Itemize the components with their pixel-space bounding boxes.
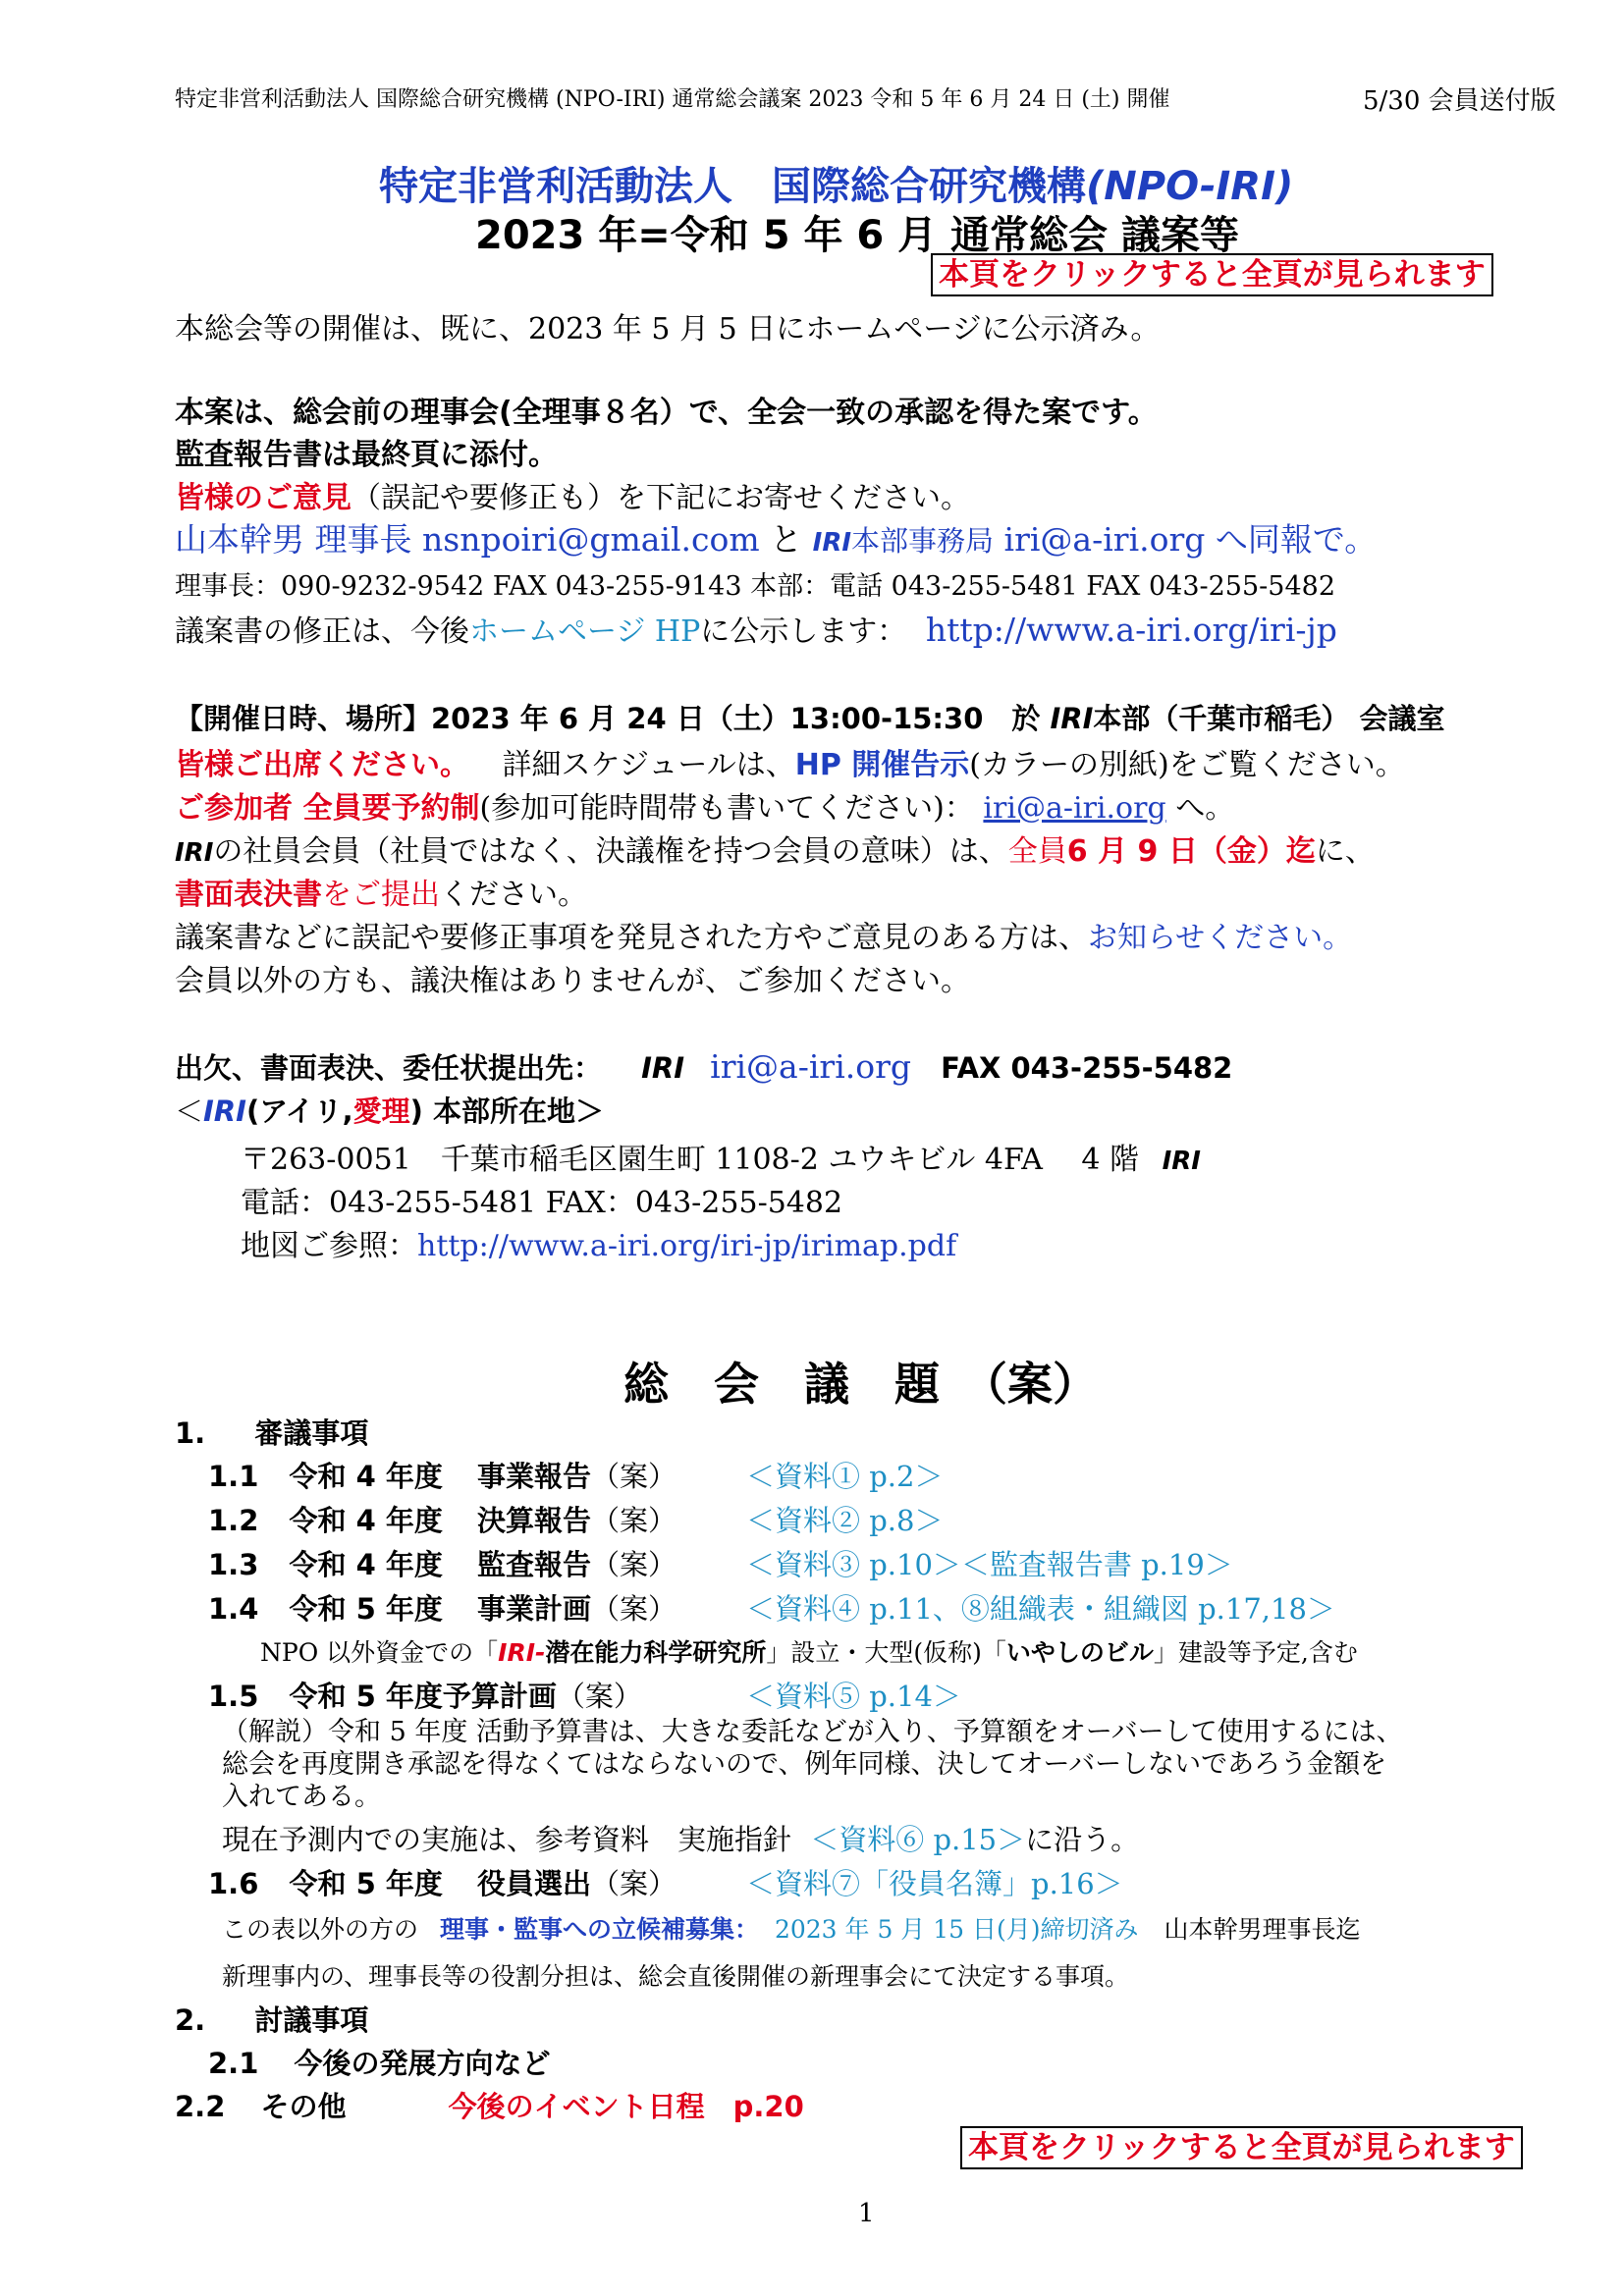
- postal-address: [241, 1135, 1201, 1178]
- agenda-item-2-2: [175, 2085, 804, 2125]
- item-number: 2.1: [208, 2047, 259, 2080]
- item-name: 事業計画: [476, 1592, 591, 1626]
- meeting-datetime: [175, 697, 1445, 737]
- published-note: 本総会等の開催は、既に、2023 年 5 月 5 日にホームページに公示済み。: [175, 312, 1161, 347]
- agenda-item-1-5: [208, 1675, 961, 1715]
- attend-request: [175, 740, 1405, 783]
- office-phone: 電話：043-255-5481 FAX：043-255-5482: [241, 1186, 843, 1220]
- address-label: ) 本部所在地＞: [409, 1095, 604, 1128]
- phone-numbers: 理事長：090-9232-9542 FAX 043-255-9143 本部：電話 043-255-5481 FAX 043-255-5482: [175, 571, 1336, 602]
- written-vote: [175, 870, 587, 913]
- attend-text2: (カラーの別紙)をご覧ください。: [969, 748, 1405, 782]
- homepage-link[interactable]: ホームページ HP: [469, 614, 701, 649]
- submission-label: 出欠、書面表決、委任状提出先：: [175, 1051, 603, 1085]
- reservation-highlight: ご参加者 全員要予約制: [175, 791, 480, 826]
- office-label: 本部事務局: [851, 524, 995, 558]
- item-name: 事業報告: [476, 1460, 591, 1493]
- written-vote-highlight: 書面表決書: [175, 878, 322, 912]
- item-number: 1.2: [208, 1504, 259, 1537]
- title-org: 特定非営利活動法人 国際総合研究機構: [379, 164, 1086, 209]
- running-header: 特定非営利活動法人 国際総合研究機構 (NPO-IRI) 通常総会議案 2023 令和 5 年 6 月 24 日 (土) 開催: [175, 87, 1170, 112]
- members-deadline-date: 6 月 9 日（金）迄: [1066, 834, 1316, 869]
- written-vote-end: ください。: [440, 878, 587, 912]
- address-love: 愛理: [352, 1095, 410, 1128]
- item-ref-link[interactable]: ＜資料⑤ p.14＞: [746, 1680, 961, 1713]
- attend-highlight: 皆様ご出席ください。: [175, 748, 469, 782]
- item-1-4-note: [260, 1633, 1358, 1669]
- section-1: [175, 1412, 368, 1452]
- agenda-item-2-1: [208, 2042, 551, 2082]
- reservation-end: へ。: [1175, 791, 1235, 826]
- event-schedule-link[interactable]: 今後のイベント日程 p.20: [448, 2090, 804, 2123]
- members-deadline: [175, 827, 1375, 870]
- item-mark: （案）: [556, 1680, 642, 1713]
- page-title: [379, 155, 1293, 211]
- reservation-text: (参加可能時間帯も書いてください)：: [479, 791, 974, 826]
- reservation-line: [175, 783, 1234, 827]
- members-iri: IRI: [175, 838, 214, 868]
- click-notice-bottom[interactable]: 本頁をクリックすると全頁が見られます: [960, 2126, 1523, 2169]
- reservation-email-link[interactable]: iri@a-iri.org: [983, 791, 1166, 826]
- office-email-link[interactable]: iri@a-iri.org: [1003, 520, 1206, 559]
- candidate-deadline: 2023 年 5 月 15 日(月)締切済み: [774, 1915, 1139, 1944]
- note-line: （解説）令和 5 年度 活動予算書は、大きな委託などが入り、予算額をオーバーして使用するには、: [222, 1717, 1403, 1747]
- item-1-6-note2: 新理事内の、理事長等の役割分担は、総会直後開催の新理事会にて決定する事項。: [222, 1962, 1130, 1991]
- note-institute: 潜在能力科学研究所: [545, 1638, 767, 1667]
- map-line: [241, 1221, 956, 1264]
- item-name: 役員選出: [476, 1867, 591, 1900]
- agenda-item-1-2: [208, 1499, 944, 1539]
- guideline-end: に沿う。: [1025, 1823, 1140, 1856]
- item-year: 令和 5 年度: [289, 1867, 443, 1900]
- item-mark: （案）: [590, 1460, 677, 1493]
- hp-notice-text2: に公示します：: [700, 614, 907, 649]
- item-mark: （案）: [590, 1548, 677, 1581]
- item-ref-link[interactable]: ＜資料② p.8＞: [746, 1504, 944, 1537]
- errata-request: [175, 913, 1352, 956]
- note-text: NPO 以外資金での「: [260, 1638, 499, 1667]
- note-building: いやしのビル: [1005, 1638, 1154, 1667]
- item-number: 1.3: [208, 1548, 259, 1581]
- item-name: 監査報告: [476, 1548, 591, 1581]
- submission-line: [175, 1046, 1232, 1087]
- agenda-item-1-4: [208, 1587, 1335, 1628]
- agenda-item-1-1: [208, 1455, 944, 1495]
- iri-label: IRI: [812, 528, 852, 558]
- section-2: [175, 1999, 368, 2039]
- agenda-heading: 総 会 議 題 （案）: [623, 1358, 1098, 1411]
- section-2-number: 2.: [175, 2003, 206, 2037]
- item-ref-link[interactable]: ＜資料④ p.11、⑧組織表・組織図 p.17,18＞: [746, 1592, 1335, 1626]
- item-mark: （案）: [590, 1592, 677, 1626]
- click-notice-top[interactable]: 本頁をクリックすると全頁が見られます: [931, 253, 1493, 296]
- chair-email-link[interactable]: nsnpoiri@gmail.com: [422, 520, 760, 559]
- item-mark: （案）: [590, 1867, 677, 1900]
- address-open: ＜: [175, 1095, 204, 1128]
- item-year: 令和 4 年度: [289, 1460, 443, 1493]
- hp-notice-text: 議案書の修正は、今後: [175, 614, 469, 649]
- written-vote-submit: をご提出: [322, 878, 440, 912]
- attend-text: 詳細スケジュールは、: [502, 748, 795, 782]
- item-number: 1.6: [208, 1867, 259, 1900]
- and-text: と: [770, 520, 803, 559]
- address-heading: [175, 1090, 604, 1130]
- map-link[interactable]: http://www.a-iri.org/iri-jp/irimap.pdf: [417, 1229, 957, 1263]
- errata-text: 議案書などに誤記や要修正事項を発見された方やご意見のある方は、: [175, 921, 1088, 955]
- item-year: 令和 4 年度: [289, 1548, 443, 1581]
- chair-name: 山本幹男 理事長: [175, 520, 412, 559]
- item-1-6-note: [222, 1910, 1361, 1946]
- postal-iri: IRI: [1162, 1147, 1201, 1176]
- item-ref-link[interactable]: ＜資料① p.2＞: [746, 1460, 944, 1493]
- audit-note: 監査報告書は最終頁に添付。: [175, 438, 558, 472]
- hp-schedule-link[interactable]: HP 開催告示: [794, 748, 970, 782]
- item-name: その他: [260, 2090, 347, 2123]
- agenda-item-1-6: [208, 1862, 1123, 1902]
- item-year: 令和 5 年度: [289, 1592, 443, 1626]
- datetime-place: 本部（千葉市稲毛） 会議室: [1093, 702, 1445, 735]
- datetime-iri: IRI: [1050, 702, 1094, 735]
- item-ref-link[interactable]: ＜資料⑦「役員名簿」p.16＞: [746, 1867, 1123, 1900]
- item-1-5-guideline: [222, 1818, 1139, 1858]
- members-all: 全員: [1007, 834, 1067, 869]
- section-1-number: 1.: [175, 1416, 206, 1450]
- address-reading: (アイリ,: [245, 1095, 353, 1128]
- postal-text: 〒263-0051 千葉市稲毛区園生町 1108-2 ユウキビル 4FA 4 階: [241, 1143, 1140, 1177]
- version-label: 5/30 会員送付版: [1363, 86, 1556, 116]
- item-name: 決算報告: [476, 1504, 591, 1537]
- candidate-call: 理事・監事への立候補募集：: [439, 1915, 759, 1944]
- note-text2: 」設立・大型(仮称)「: [766, 1638, 1006, 1667]
- note-text: この表以外の方の: [222, 1915, 419, 1944]
- page-number: 1: [858, 2199, 875, 2228]
- guideline-ref-link[interactable]: ＜資料⑥ p.15＞: [810, 1823, 1026, 1856]
- nonmember-note: 会員以外の方も、議決権はありませんが、ご参加ください。: [175, 964, 970, 998]
- section-1-title: 審議事項: [254, 1416, 369, 1450]
- map-label: 地図ご参照：: [241, 1229, 417, 1263]
- note-line: 総会を再度開き承認を得なくてはならないので、例年同様、決してオーバーしないであろう金額を: [222, 1749, 1387, 1780]
- submission-fax: FAX 043-255-5482: [941, 1051, 1233, 1085]
- approval-note: 本案は、総会前の理事会(全理事８名）で、全会一致の承認を得た案です。: [175, 396, 1158, 430]
- item-number: 1.4: [208, 1592, 259, 1626]
- agenda-item-1-3: [208, 1543, 1233, 1583]
- item-1-5-note: [222, 1716, 1403, 1813]
- item-ref-link[interactable]: ＜資料③ p.10＞＜監査報告書 p.19＞: [746, 1548, 1233, 1581]
- members-end: に、: [1315, 834, 1375, 869]
- cc-note: へ同報で。: [1215, 520, 1378, 559]
- item-number: 2.2: [175, 2090, 226, 2123]
- homepage-url-link[interactable]: http://www.a-iri.org/iri-jp: [925, 611, 1337, 649]
- members-text: の社員会員（社員ではなく、決議権を持つ会員の意味）は、: [213, 834, 1008, 869]
- note-text3: 」建設等予定,含む: [1153, 1638, 1358, 1667]
- hp-notice: [175, 607, 1337, 650]
- item-name: 令和 5 年度予算計画: [289, 1680, 557, 1713]
- item-name: 今後の発展方向など: [294, 2047, 551, 2080]
- page-subtitle: 2023 年=令和 5 年 6 月 通常総会 議案等: [475, 213, 1239, 258]
- item-year: 令和 4 年度: [289, 1504, 443, 1537]
- note-line: 入れてある。: [222, 1782, 381, 1812]
- opinion-request: [175, 473, 970, 516]
- item-number: 1.5: [208, 1680, 259, 1713]
- opinion-highlight: 皆様のご意見: [175, 481, 352, 515]
- submission-iri: IRI: [641, 1051, 685, 1085]
- section-2-title: 討議事項: [254, 2003, 369, 2037]
- contact-line: [175, 514, 1377, 561]
- address-iri: IRI: [203, 1095, 246, 1128]
- submission-email-link[interactable]: iri@a-iri.org: [710, 1047, 912, 1086]
- note-iri: IRI-: [498, 1638, 546, 1667]
- guideline-text: 現在予測内での実施は、参考資料 実施指針: [222, 1823, 792, 1856]
- datetime-text: 【開催日時、場所】2023 年 6 月 24 日（土）13:00-15:30 於: [175, 702, 1041, 735]
- errata-link[interactable]: お知らせください。: [1088, 921, 1353, 955]
- title-npo: (NPO-IRI): [1086, 164, 1294, 209]
- item-mark: （案）: [590, 1504, 677, 1537]
- opinion-text: （誤記や要修正も）を下記にお寄せください。: [352, 481, 970, 515]
- item-number: 1.1: [208, 1460, 259, 1493]
- candidate-contact: 山本幹男理事長迄: [1164, 1915, 1361, 1944]
